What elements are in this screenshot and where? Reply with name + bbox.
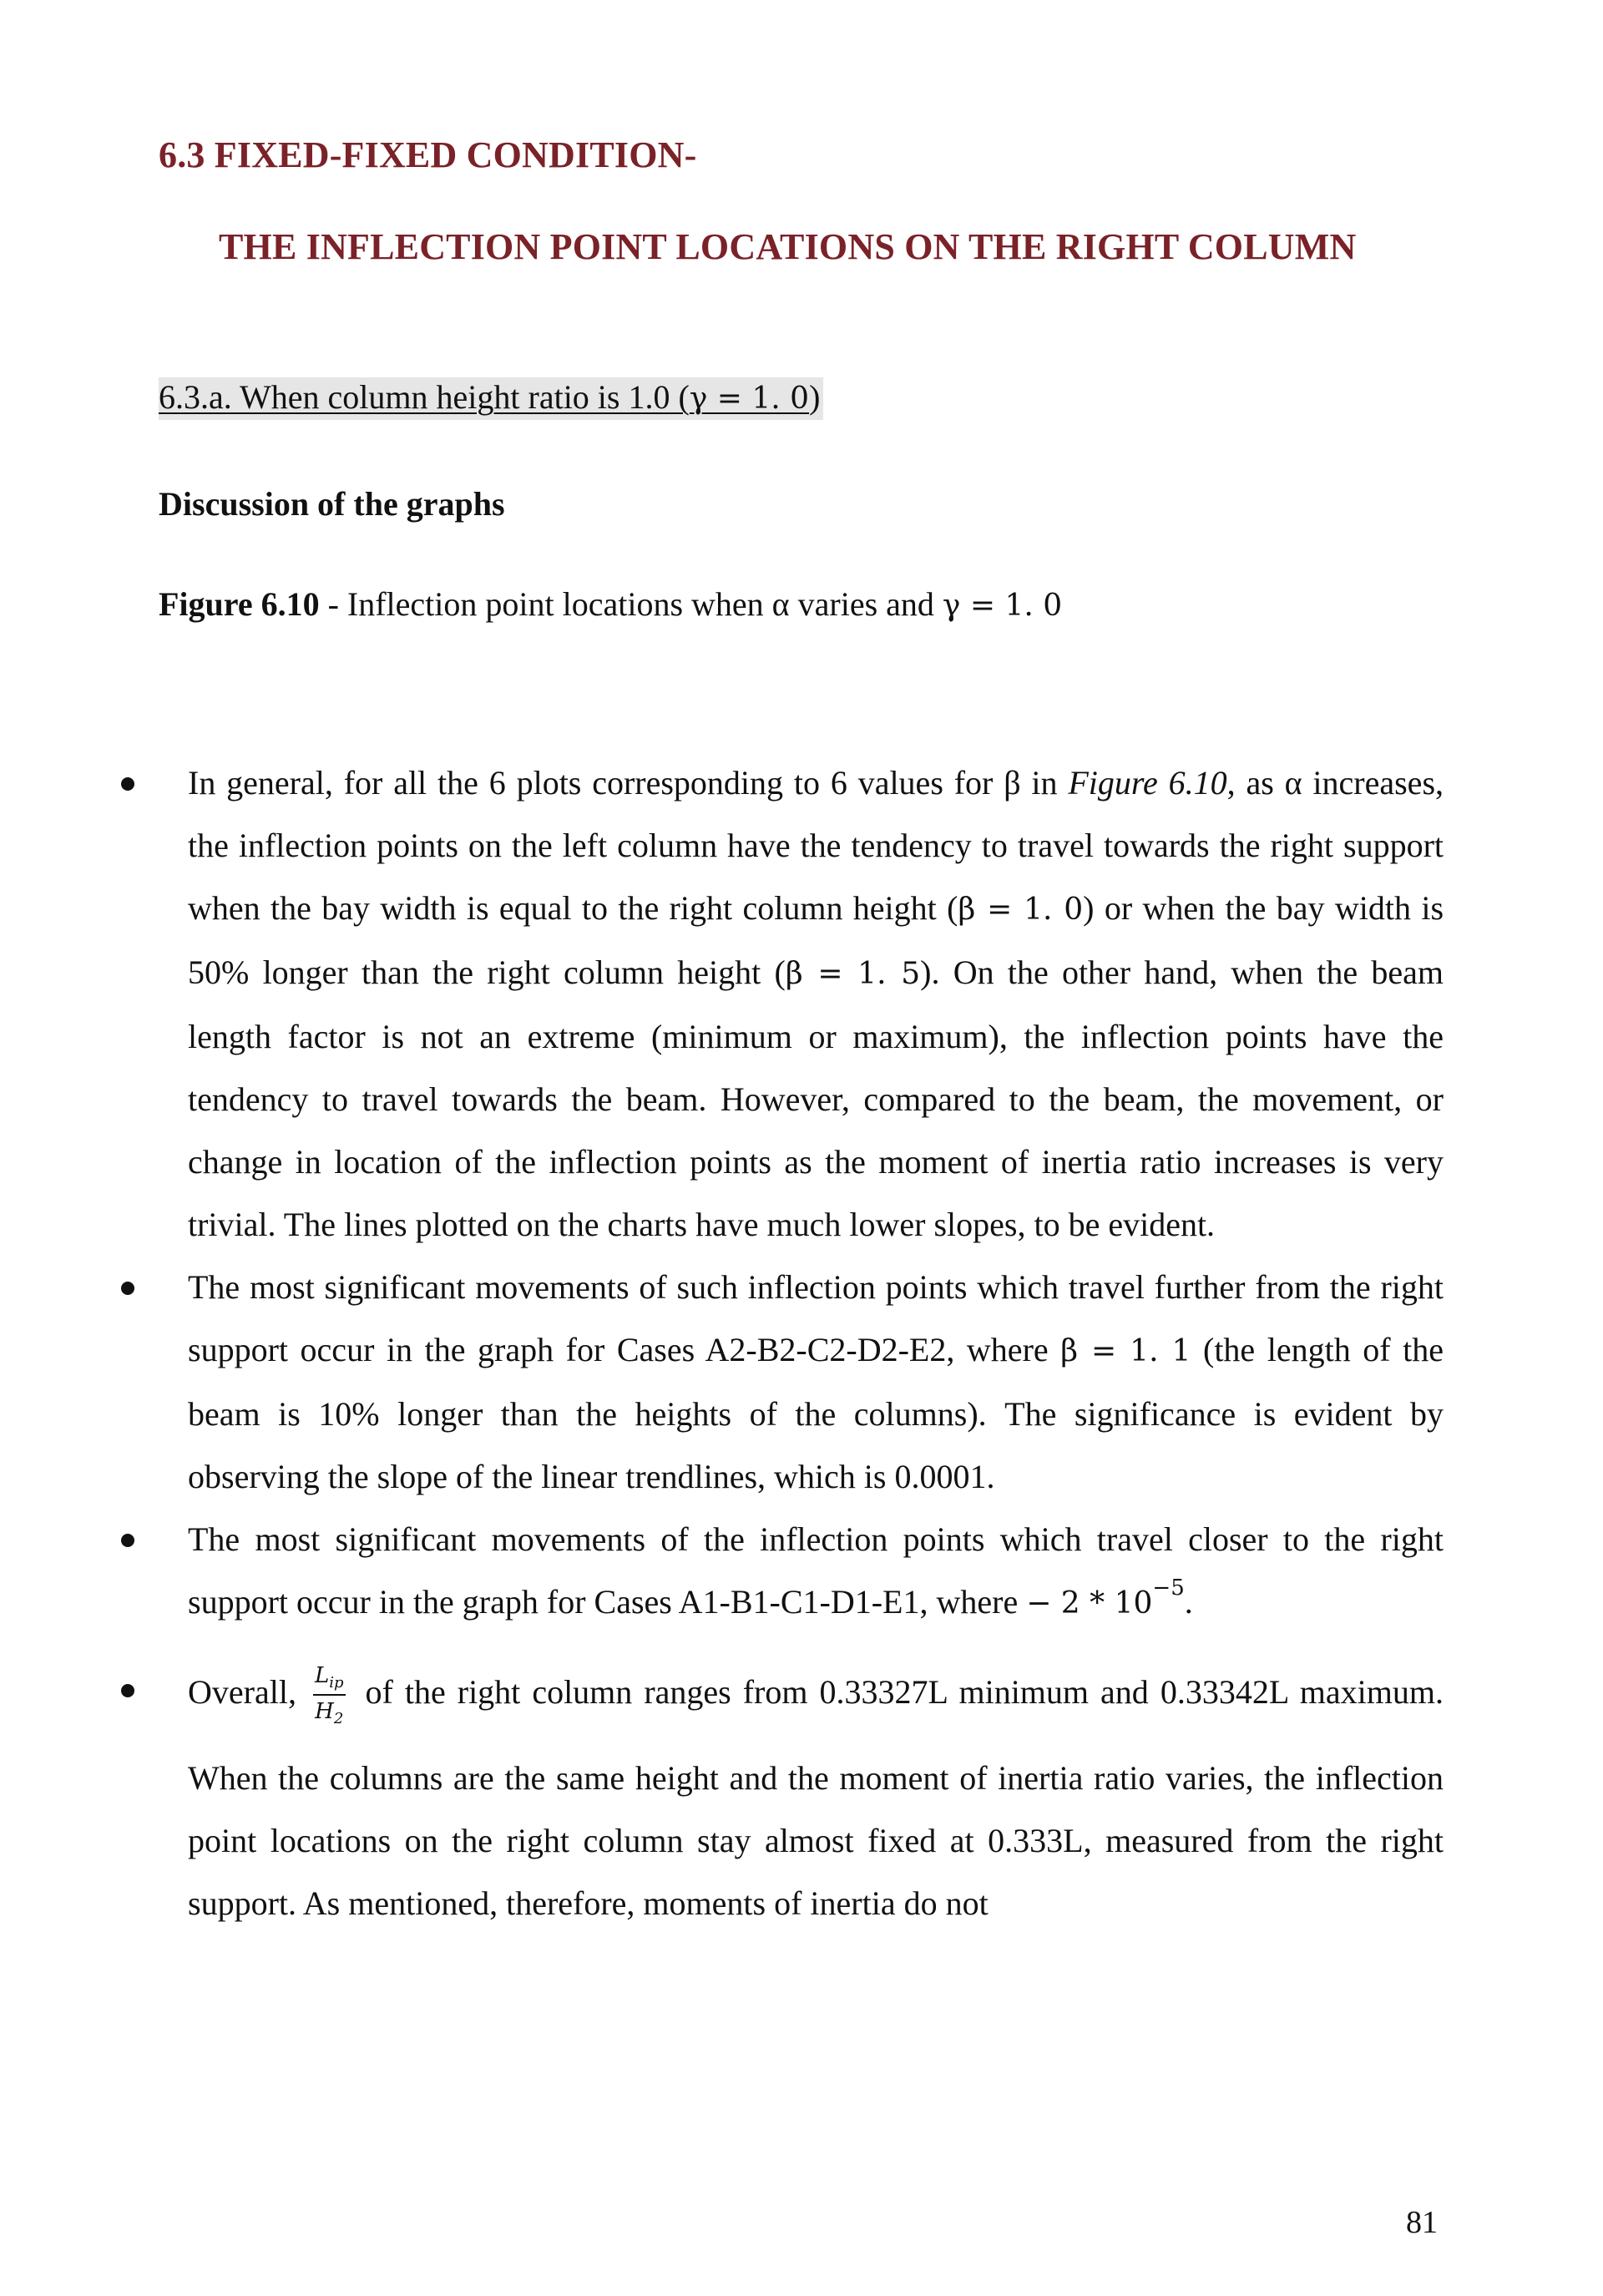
bullet-dot xyxy=(121,777,134,791)
math-inline: − 2 * 10 xyxy=(1026,1586,1153,1621)
bullet-dot xyxy=(121,1282,134,1295)
text-run: In general, for all the 6 plots corresponding to 6 values for β in xyxy=(188,764,1069,802)
bullet-item-1 xyxy=(188,751,1444,1256)
figure-math: γ = 1. 0 xyxy=(942,589,1063,623)
subsection-math: γ = 1. 0 xyxy=(689,382,810,416)
fraction-denominator: H xyxy=(315,1698,334,1724)
figure-text: - Inflection point locations when α varies and xyxy=(319,585,943,623)
math-exponent: −5 xyxy=(1152,1575,1185,1601)
text-run: of the right column ranges from 0.33327L minimum and 0.33342L maximum. When the columns are the same height and the moment of inertia ratio varies, the inflection point locations on the right column stay almost fixed at 0.333L, measured from the right support. As mentioned, therefore, moments of inertia do not xyxy=(188,1673,1444,1922)
text-run: ) or when the bay width is 50% longer than the right column height ( xyxy=(188,889,1444,991)
math-inline: β = 1. 0 xyxy=(958,893,1084,927)
text-run: ). On the other hand, when the beam length factor is not an extreme (minimum or maximum), the inflection points have the tendency to travel towards the beam. However, compared to the beam, the movement, or change in location of the inflection points as the moment of inertia ratio increases is very trivial. The lines plotted on the charts have much lower slopes, to be evident. xyxy=(188,953,1444,1243)
bullet-item-2 xyxy=(188,1256,1444,1508)
figure-reference: Figure 6.10 xyxy=(1068,764,1227,802)
text-run: , as α increases, the inflection points on the left column have the tendency to travel towards the right support when the bay width is equal to the right column height ( xyxy=(188,764,1444,927)
section-subheading: THE INFLECTION POINT LOCATIONS ON THE RIGHT COLUMN xyxy=(219,226,1357,267)
fraction-denominator-sub: 2 xyxy=(333,1710,344,1727)
text-run: (the length of the beam is 10% longer than the heights of the columns). The significance is evident by observing the slope of the linear trendlines, which is 0.0001. xyxy=(188,1331,1444,1495)
text-run: The most significant movements of such inflection points which travel further from the right support occur in the graph for Cases A2-B2-C2-D2-E2, where xyxy=(188,1268,1444,1368)
subsection-text: 6.3.a. When column height ratio is 1.0 ( xyxy=(159,378,690,416)
text-run: . xyxy=(1184,1583,1193,1621)
bullet-list xyxy=(188,751,1444,1934)
fraction-numerator-sub: ip xyxy=(329,1673,344,1692)
page-number: 81 xyxy=(1406,2205,1438,2240)
math-inline: β = 1. 1 xyxy=(1060,1334,1191,1368)
figure-label: Figure 6.10 xyxy=(159,585,320,623)
bullet-item-4 xyxy=(188,1638,1444,1934)
fraction-numerator: L xyxy=(314,1662,330,1688)
text-run: The most significant movements of the inflection points which travel closer to the right support occur in the graph for Cases A1-B1-C1-D1-E1, where xyxy=(188,1520,1444,1621)
text-run: Overall, xyxy=(188,1673,308,1711)
subsection-close: ) xyxy=(809,378,821,416)
subsection-title xyxy=(159,377,823,420)
math-inline: β = 1. 5 xyxy=(785,957,921,991)
section-heading: 6.3 FIXED-FIXED CONDITION- xyxy=(159,134,697,175)
figure-caption xyxy=(159,584,1062,624)
bullet-item-3 xyxy=(188,1508,1444,1635)
discussion-title: Discussion of the graphs xyxy=(159,485,505,523)
bullet-dot xyxy=(121,1684,134,1697)
fraction-lip-over-h2 xyxy=(313,1662,346,1727)
bullet-dot xyxy=(121,1534,134,1547)
